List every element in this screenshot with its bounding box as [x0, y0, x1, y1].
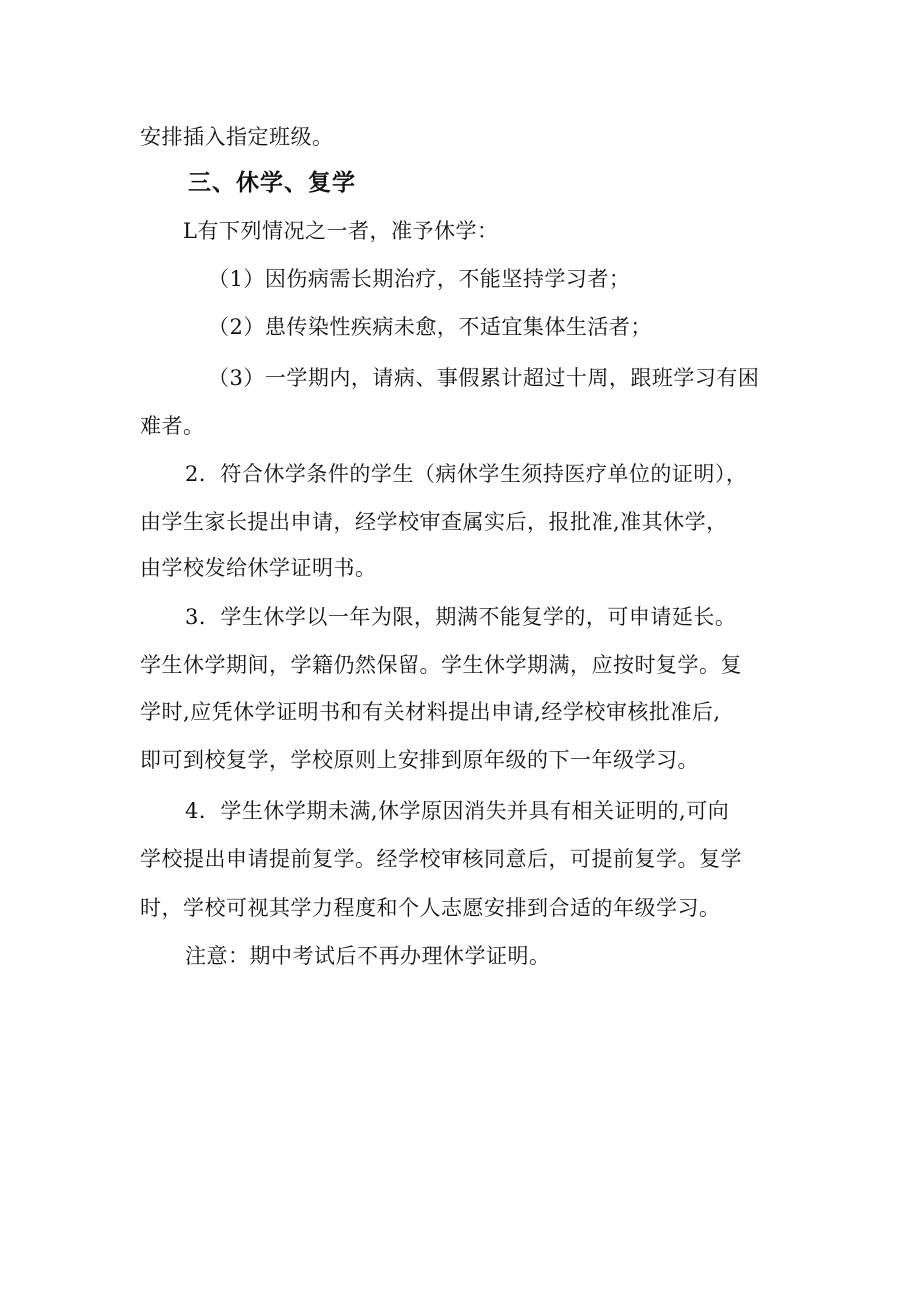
item-4-line-1: 4．学生休学期未满,休学原因消失并具有相关证明的,可向: [185, 799, 730, 823]
item-1-sub-1: （1）因伤病需长期治疗，不能坚持学习者；: [208, 267, 631, 291]
item-3-line-3: 学时,应凭休学证明书和有关材料提出申请,经学校审核批准后,: [140, 700, 721, 724]
item-1-intro: L有下列情况之一者，准予休学：: [183, 219, 499, 243]
section-heading: 三、休学、复学: [188, 170, 356, 196]
item-3-line-1: 3．学生休学以一年为限，期满不能复学的，可申请延长。: [185, 605, 737, 629]
item-3-line-4: 即可到校复学，学校原则上安排到原年级的下一年级学习。: [140, 748, 699, 772]
item-4-line-2: 学校提出申请提前复学。经学校审核同意后，可提前复学。复学: [140, 847, 742, 871]
item-4-line-3: 时，学校可视其学力程度和个人志愿安排到合适的年级学习。: [140, 896, 721, 920]
item-2-line-2: 由学生家长提出申请，经学校审查属实后，报批准,准其休学，: [140, 510, 728, 534]
item-2-line-1: 2．符合休学条件的学生（病休学生须持医疗单位的证明），: [185, 462, 748, 486]
item-2-line-3: 由学校发给休学证明书。: [140, 556, 377, 580]
note-text: 注意：期中考试后不再办理休学证明。: [185, 944, 551, 968]
item-1-sub-2: （2）患传染性疾病未愈，不适宜集体生活者；: [208, 315, 652, 339]
continuation-text: 安排插入指定班级。: [140, 125, 334, 149]
item-1-sub-3-line-1: （3）一学期内，请病、事假累计超过十周，跟班学习有困: [208, 366, 760, 390]
item-3-line-2: 学生休学期间，学籍仍然保留。学生休学期满，应按时复学。复: [140, 653, 742, 677]
item-1-sub-3-line-2: 难者。: [140, 414, 205, 438]
